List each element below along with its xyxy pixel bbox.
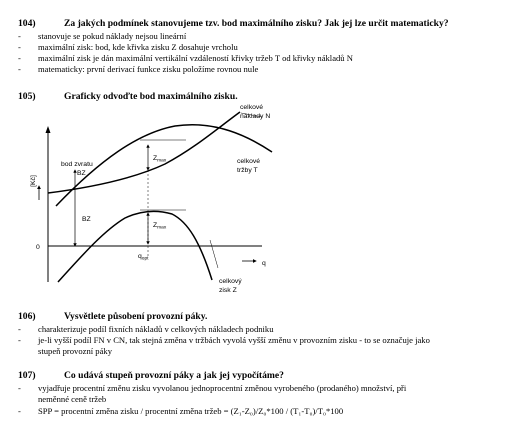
list-item: - charakterizuje podíl fixních nákladů v celkových nákladech podniku: [18, 324, 274, 334]
zmax-upper-label: $Z_{max}$: [153, 155, 167, 164]
question-107-heading: [18, 370, 284, 381]
costs-label-line1: celkové: [240, 104, 264, 111]
question-number: 104): [18, 18, 36, 29]
list-item-continuation: neměnné ceně tržeb: [38, 394, 107, 404]
origin-label: 0: [36, 244, 40, 251]
costs-curve: [48, 112, 240, 193]
break-even-short-label: BZ: [77, 170, 86, 177]
question-title: Graficky odvoďte bod maximálního zisku.: [64, 91, 238, 102]
revenue-label-line2: tržby T: [237, 167, 258, 174]
profit-label-line2: zisk Z: [219, 287, 237, 294]
list-item: - maximální zisk je dán maximální vertikální vzdáleností křivky tržeb T od křivky nákladů N: [18, 53, 353, 63]
break-even-label: bod zvratu: [61, 161, 93, 168]
question-106-heading: [18, 311, 207, 322]
costs-label-line2: náklady N: [240, 113, 271, 120]
profit-pointer: [210, 240, 218, 268]
question-number: 106): [18, 311, 36, 322]
question-title: Vysvětlete působení provozní páky.: [64, 311, 208, 322]
question-title: Co udává stupeň provozní páky a jak jej vypočítáme?: [64, 370, 284, 381]
list-item-continuation: stupeň provozní páky: [38, 346, 112, 356]
y-axis-label: [Kč]: [30, 175, 37, 187]
list-item: - je-li vyšší podíl FN v CN, tak stejná změna v tržbách vyvolá vyšší změnu v provozním zisku - to se označuje jako: [18, 335, 430, 345]
y-axis-arrow: [46, 126, 51, 133]
zmax-lower-label: $Z_{max}$: [153, 222, 167, 231]
question-title: Za jakých podmínek stanovujeme tzv. bod maximálního zisku? Jak jej lze určit matematicky?: [64, 18, 449, 29]
list-item: - SPP = procentní změna zisku / procentní změna tržeb = (Z₁-Z₀)/Z₀*100 / (T₁-T₀)/T₀*100: [18, 406, 344, 416]
qopt-label: $q_{opt}$: [138, 253, 149, 262]
profit-label-line1: celkový: [219, 278, 242, 285]
list-item: - matematicky: první derivací funkce zisku položíme rovnou nule: [18, 64, 259, 74]
break-even-lower-label: BZ: [82, 216, 91, 223]
question-number: 107): [18, 370, 36, 381]
revenue-label-line1: celkové: [237, 158, 261, 165]
x-axis-label: q: [262, 260, 266, 267]
list-item: - vyjadřuje procentní změnu zisku vyvolanou jednoprocentní změnou vyrobeného (prodaného) množství, při: [18, 383, 407, 393]
question-number: 105): [18, 91, 36, 102]
list-item: - stanovuje se pokud náklady nejsou lineární: [18, 31, 187, 41]
list-item: - maximální zisk: bod, kde křivka zisku Z dosahuje vrcholu: [18, 42, 238, 52]
